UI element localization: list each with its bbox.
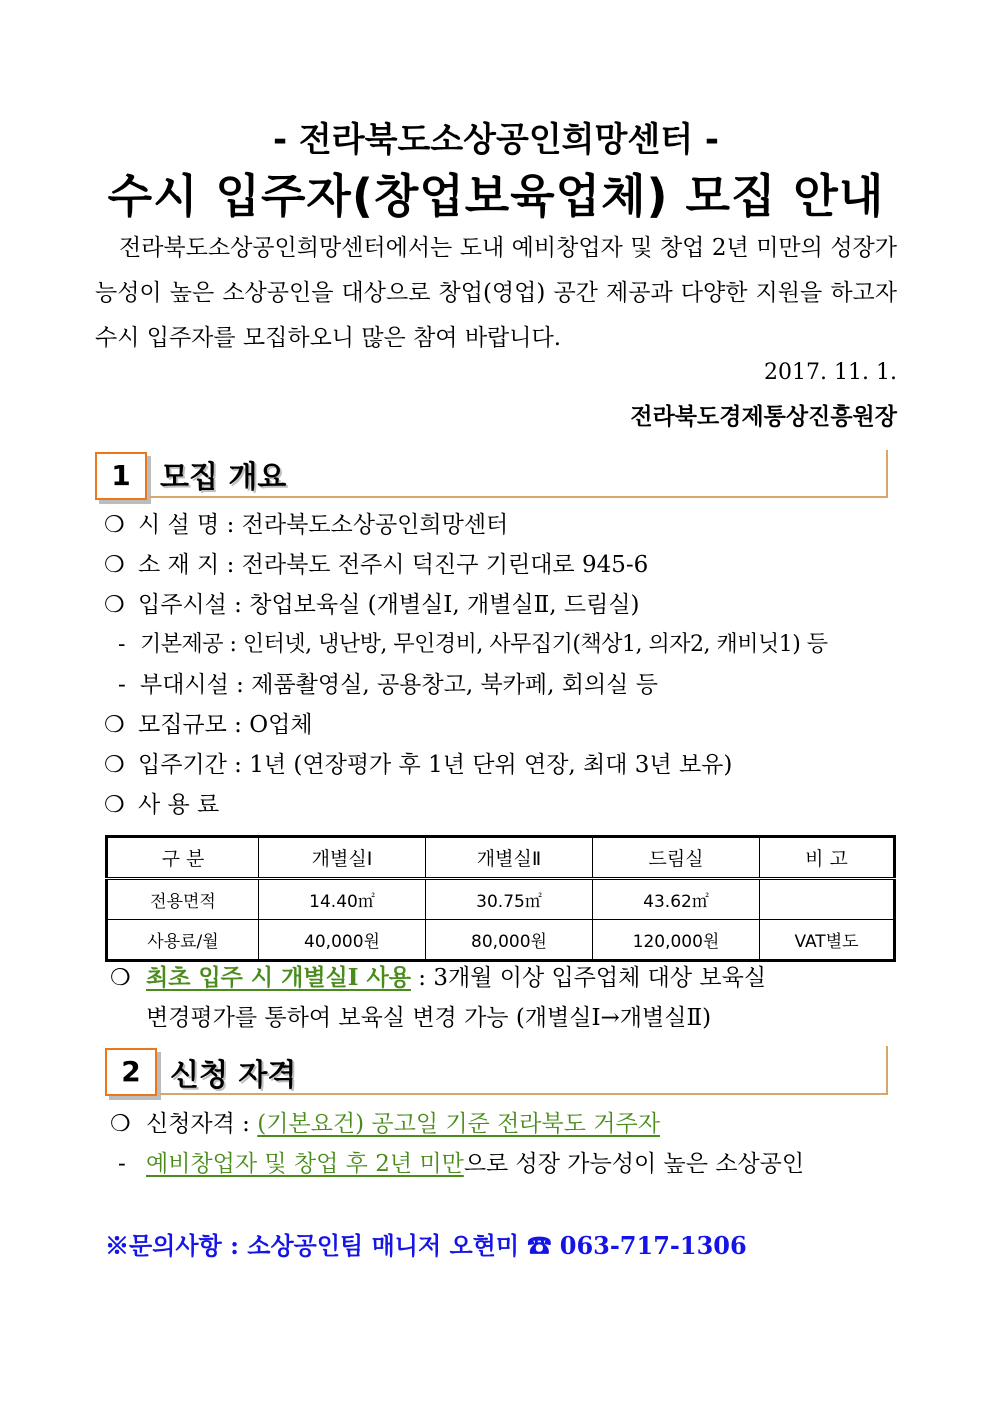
page-title: 수시 입주자(창업보육업체) 모집 안내 xyxy=(107,169,885,223)
eligibility-item: ❍ 신청자격 : (기본요건) 공고일 기준 전라북도 거주자 xyxy=(110,1111,660,1137)
table-cell: 43.62㎡ xyxy=(593,879,760,920)
eligibility-highlight: (기본요건) 공고일 기준 전라북도 거주자 xyxy=(257,1111,660,1137)
list-item-location: ❍ 소 재 지 : 전라북도 전주시 덕진구 기린대로 945-6 xyxy=(104,552,649,578)
list-item-fee: ❍ 사 용 료 xyxy=(104,792,220,818)
table-header: 개별실Ⅱ xyxy=(426,837,593,879)
section-1-underline xyxy=(150,496,888,498)
section-2-number: 2 xyxy=(105,1048,157,1096)
first-move-in-note: ❍ 최초 입주 시 개별실Ⅰ 사용 : 3개월 이상 입주업체 대상 보육실 xyxy=(110,964,767,991)
fee-table xyxy=(105,835,896,962)
list-item-facility: ❍ 시 설 명 : 전라북도소상공인희망센터 xyxy=(104,512,509,538)
issuing-organization: 전라북도경제통상진흥원장 xyxy=(630,403,897,430)
table-cell: 전용면적 xyxy=(107,879,259,920)
section-1-number: 1 xyxy=(95,452,147,500)
table-header-row xyxy=(107,837,895,879)
list-item-rooms: ❍ 입주시설 : 창업보육실 (개별실Ⅰ, 개별실Ⅱ, 드림실) xyxy=(104,592,640,618)
first-move-in-highlight: 최초 입주 시 개별실Ⅰ 사용 xyxy=(146,964,411,991)
table-row xyxy=(107,879,895,920)
table-cell: 120,000원 xyxy=(593,920,760,961)
section-1-divider xyxy=(886,450,888,498)
notice-date: 2017. 11. 1. xyxy=(764,360,897,385)
section-2-title: 신청 자격 xyxy=(170,1058,297,1093)
list-item-period: ❍ 입주기간 : 1년 (연장평가 후 1년 단위 연장, 최대 3년 보유) xyxy=(104,752,733,778)
table-cell: 사용료/월 xyxy=(107,920,259,961)
eligibility-subitem: - 예비창업자 및 창업 후 2년 미만으로 성장 가능성이 높은 소상공인 xyxy=(118,1151,805,1177)
contact-info: ※문의사항 : 소상공인팀 매니저 오현미 ☎ 063-717-1306 xyxy=(105,1231,747,1260)
table-cell xyxy=(760,879,895,920)
table-cell: 40,000원 xyxy=(259,920,426,961)
table-row xyxy=(107,920,895,961)
table-header: 구 분 xyxy=(107,837,259,879)
section-2-divider xyxy=(886,1046,888,1094)
list-item-basic-provision: - 기본제공 : 인터넷, 냉난방, 무인경비, 사무집기(책상1, 의자2, 캐비닛1) 등 xyxy=(118,632,828,657)
table-cell: VAT별도 xyxy=(760,920,895,961)
table-cell: 14.40㎡ xyxy=(259,879,426,920)
eligibility-subitem-highlight: 예비창업자 및 창업 후 2년 미만 xyxy=(146,1151,464,1177)
page-subtitle: - 전라북도소상공인희망센터 - xyxy=(272,120,720,160)
section-2-underline xyxy=(160,1093,888,1095)
table-header: 비 고 xyxy=(760,837,895,879)
table-cell: 30.75㎡ xyxy=(426,879,593,920)
list-item-amenities: - 부대시설 : 제품촬영실, 공용창고, 북카페, 회의실 등 xyxy=(118,672,658,698)
section-1-title: 모집 개요 xyxy=(160,460,287,495)
table-header: 드림실 xyxy=(593,837,760,879)
first-move-in-note-line2: 변경평가를 통하여 보육실 변경 가능 (개별실Ⅰ→개별실Ⅱ) xyxy=(146,1005,712,1031)
intro-paragraph: 전라북도소상공인희망센터에서는 도내 예비창업자 및 창업 2년 미만의 성장가능성이 높은 소상공인을 대상으로 창업(영업) 공간 제공과 다양한 지원을 하고자 수시 입주자를 모집하오니 많은 참여 바랍니다. xyxy=(95,235,897,351)
list-item-scale: ❍ 모집규모 : O업체 xyxy=(104,712,313,738)
table-cell: 80,000원 xyxy=(426,920,593,961)
table-header: 개별실Ⅰ xyxy=(259,837,426,879)
